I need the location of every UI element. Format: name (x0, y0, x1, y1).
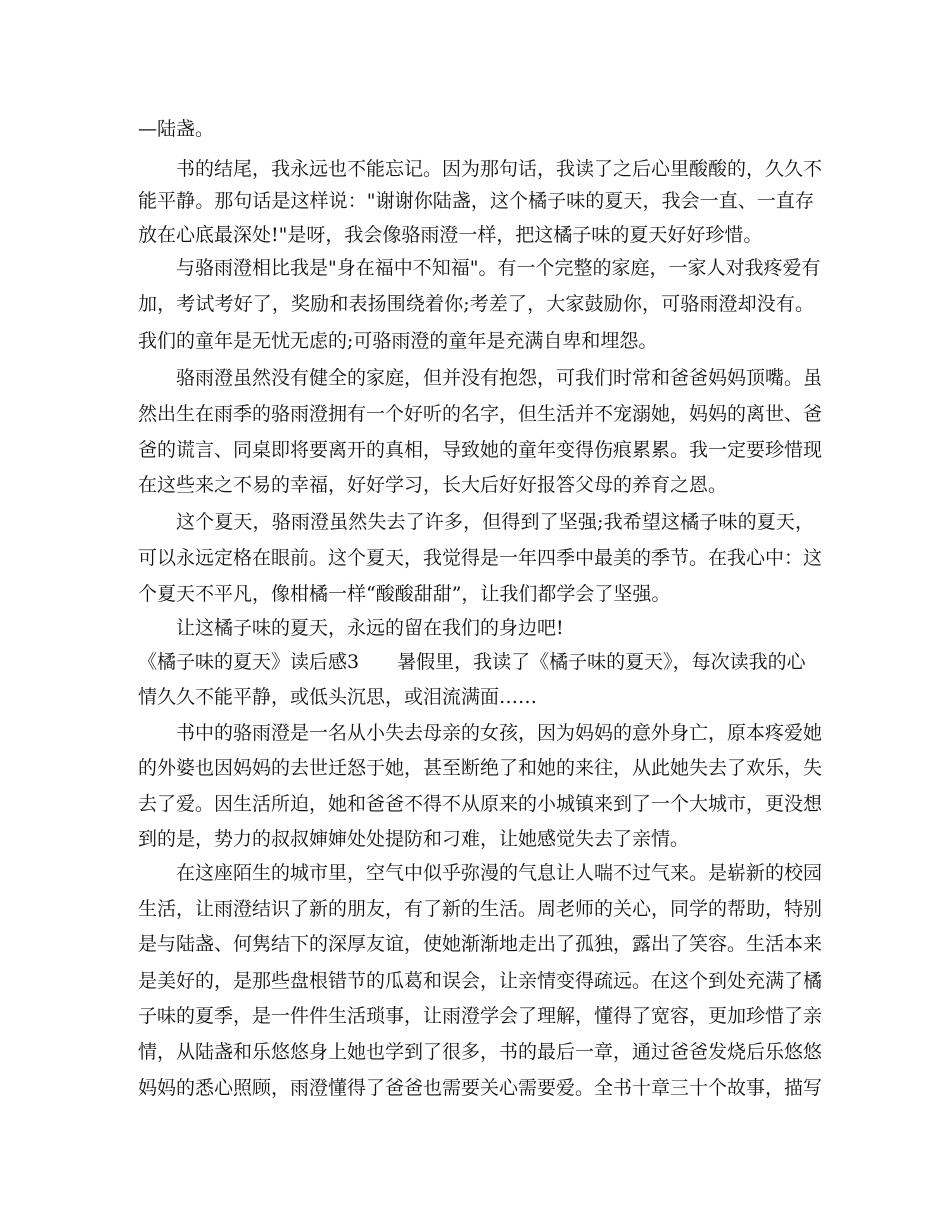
text-line: 我们的童年是无忧无虑的;可骆雨澄的童年是充满自卑和埋怨。 (138, 330, 658, 352)
text-line: 在这座陌生的城市里，空气中似乎弥漫的气息让人喘不过气来。是崭新的校园 (176, 862, 823, 884)
text-line: —陆盏。 (138, 118, 215, 140)
text-line: 书的结尾，我永远也不能忘记。因为那句话，我读了之后心里酸酸的，久久不 (176, 158, 823, 180)
text-line-segment: 暑假里，我读了《橘子味的夏天》，每次读我的心 (397, 651, 806, 673)
text-line: 生活，让雨澄结识了新的朋友，有了新的生活。周老师的关心，同学的帮助，特别 (138, 898, 823, 920)
text-line: 在这些来之不易的幸福，好好学习，长大后好好报答父母的养育之恩。 (138, 474, 728, 496)
text-line: 妈妈的悉心照顾，雨澄懂得了爸爸也需要关心需要爱。全书十章三十个故事，描写 (138, 1077, 823, 1099)
text-line (138, 650, 814, 674)
text-line: 的外婆也因妈妈的去世迁怒于她，甚至断绝了和她的来往，从此她失去了欢乐，失 (138, 757, 823, 779)
text-line: 情久久不能平静，或低头沉思，或泪流满面…… (138, 686, 538, 708)
text-line: 然出生在雨季的骆雨澄拥有一个好听的名字，但生活并不宠溺她，妈妈的离世、爸 (138, 403, 823, 425)
text-line: 爸的谎言、同桌即将要离开的真相，导致她的童年变得伤痕累累。我一定要珍惜现 (138, 439, 823, 461)
text-line: 让这橘子味的夏天，永远的留在我们的身边吧! (176, 617, 564, 639)
text-line: 能平静。那句话是这样说："谢谢你陆盏，这个橘子味的夏天，我会一直、一直存 (138, 190, 814, 212)
text-line: 书中的骆雨澄是一名从小失去母亲的女孩，因为妈妈的意外身亡，原本疼爱她 (176, 722, 823, 744)
text-line: 情，从陆盏和乐悠悠身上她也学到了很多，书的最后一章，通过爸爸发烧后乐悠悠 (138, 1041, 823, 1063)
text-line: 这个夏天，骆雨澄虽然失去了许多，但得到了坚强;我希望这橘子味的夏天， (176, 511, 814, 533)
text-line: 到的是，势力的叔叔婶婶处处提防和刁难，让她感觉失去了亲情。 (138, 828, 690, 850)
text-line: 是美好的，是那些盘根错节的瓜葛和误会，让亲情变得疏远。在这个到处充满了橘 (138, 970, 823, 992)
text-line: 放在心底最深处!"是呀，我会像骆雨澄一样，把这橘子味的夏天好好珍惜。 (138, 224, 763, 246)
text-line: 是与陆盏、何隽结下的深厚友谊，使她渐渐地走出了孤独，露出了笑容。生活本来 (138, 933, 823, 955)
text-line: 与骆雨澄相比我是"身在福中不知福"。有一个完整的家庭，一家人对我疼爱有 (176, 257, 821, 279)
section-heading: 《橘子味的夏天》读后感3 (138, 651, 360, 673)
text-line: 加，考试考好了，奖励和表扬围绕着你;考差了，大家鼓励你，可骆雨澄却没有。 (138, 293, 814, 315)
text-line: 去了爱。因生活所迫，她和爸爸不得不从原来的小城镇来到了一个大城市，更没想 (138, 793, 823, 815)
text-line: 个夏天不平凡，像柑橘一样“酸酸甜甜”，让我们都学会了坚强。 (138, 583, 671, 605)
text-line: 骆雨澄虽然没有健全的家庭，但并没有抱怨，可我们时常和爸爸妈妈顶嘴。虽 (176, 367, 823, 389)
text-line: 子味的夏季，是一件件生活琐事，让雨澄学会了理解，懂得了宽容，更加珍惜了亲 (138, 1005, 823, 1027)
text-line: 可以永远定格在眼前。这个夏天，我觉得是一年四季中最美的季节。在我心中：这 (138, 547, 823, 569)
